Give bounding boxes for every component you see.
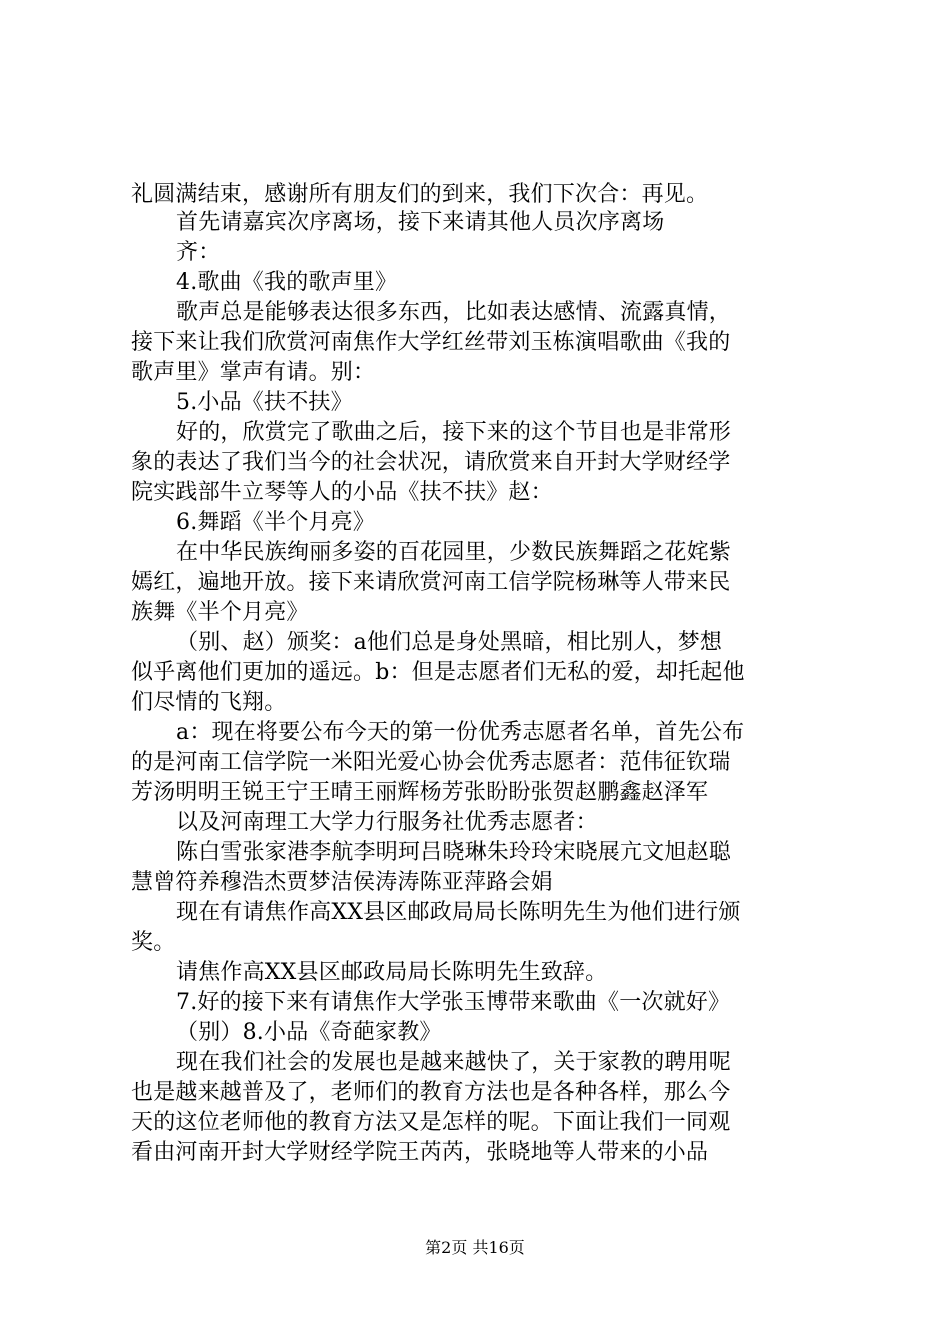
section-heading: 7.好的接下来有请焦作大学张玉博带来歌曲《一次就好》 xyxy=(176,990,731,1015)
text-line: 奖。 xyxy=(131,930,176,955)
text-line: 在中华民族绚丽多姿的百花园里，少数民族舞蹈之花姹紫 xyxy=(176,540,732,565)
text-line: 现在我们社会的发展也是越来越快了，关于家教的聘用呢 xyxy=(176,1050,732,1075)
section-heading: （别）8.小品《奇葩家教》 xyxy=(176,1020,442,1045)
section-heading: 4.歌曲《我的歌声里》 xyxy=(176,270,398,295)
section-heading: 6.舞蹈《半个月亮》 xyxy=(176,510,375,535)
text-line: 现在有请焦作高XX县区邮政局局长陈明先生为他们进行颁 xyxy=(176,900,741,925)
text-line: 芳汤明明王锐王宁王晴王丽辉杨芳张盼盼张贺赵鹏鑫赵泽军 xyxy=(131,780,709,805)
text-line: （别、赵）颁奖：a他们总是身处黑暗，相比别人，梦想 xyxy=(176,630,723,655)
text-line: 看由河南开封大学财经学院王芮芮，张晓地等人带来的小品 xyxy=(131,1140,709,1165)
text-line: 歌声总是能够表达很多东西，比如表达感情、流露真情， xyxy=(176,300,732,325)
text-line: 们尽情的飞翔。 xyxy=(131,690,287,715)
text-line: 似乎离他们更加的遥远。b：但是志愿者们无私的爱，却托起他 xyxy=(131,660,745,685)
text-line: 礼圆满结束，感谢所有朋友们的到来，我们下次合：再见。 xyxy=(131,182,709,207)
text-line: 的是河南工信学院一米阳光爱心协会优秀志愿者：范伟征钦瑞 xyxy=(131,750,731,775)
text-line: 也是越来越普及了，老师们的教育方法也是各种各样，那么今 xyxy=(131,1080,731,1105)
text-line: 以及河南理工大学力行服务社优秀志愿者： xyxy=(176,810,598,835)
page-footer: 第2页 共16页 xyxy=(425,1238,525,1257)
text-line: 歌声里》掌声有请。别： xyxy=(131,360,376,385)
text-line: 陈白雪张家港李航李明珂吕晓琳朱玲玲宋晓展亢文旭赵聪 xyxy=(176,840,732,865)
text-line: 嫣红，遍地开放。接下来请欣赏河南工信学院杨琳等人带来民 xyxy=(131,570,731,595)
text-line: 院实践部牛立琴等人的小品《扶不扶》赵： xyxy=(131,480,553,505)
text-line: 齐： xyxy=(176,240,221,265)
text-line: 接下来让我们欣赏河南焦作大学红丝带刘玉栋演唱歌曲《我的 xyxy=(131,330,731,355)
text-line: 象的表达了我们当今的社会状况，请欣赏来自开封大学财经学 xyxy=(131,450,731,475)
section-heading: 5.小品《扶不扶》 xyxy=(176,390,353,415)
text-line: 慧曾符养穆浩杰贾梦洁侯涛涛陈亚萍路会娟 xyxy=(131,870,553,895)
text-line: 族舞《半个月亮》 xyxy=(131,600,309,625)
text-line: 请焦作高XX县区邮政局局长陈明先生致辞。 xyxy=(176,960,608,985)
text-line: 首先请嘉宾次序离场，接下来请其他人员次序离场 xyxy=(176,210,665,235)
text-line: 天的这位老师他的教育方法又是怎样的呢。下面让我们一同观 xyxy=(131,1110,731,1135)
text-line: a：现在将要公布今天的第一份优秀志愿者名单，首先公布 xyxy=(176,720,745,745)
text-line: 好的，欣赏完了歌曲之后，接下来的这个节目也是非常形 xyxy=(176,420,732,445)
